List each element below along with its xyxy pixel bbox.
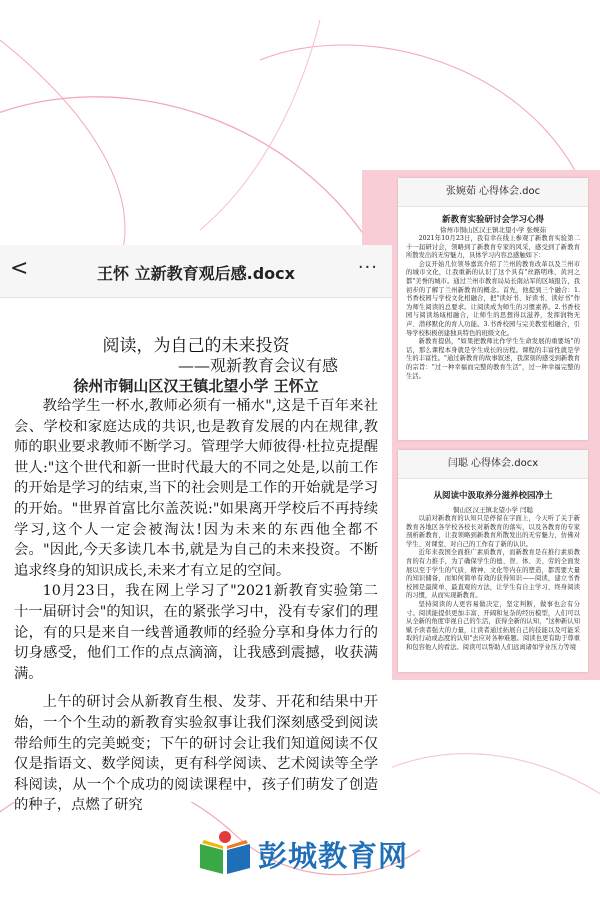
doc-paragraph: 10月23日，我在网上学习了"2021新教育实验第二十一届研讨会"的知识，在的紧张学习中，没有专家们的理论，有的只是来自一线普通教师的经验分享和身体力行的切身感受，他们工作的点点滴滴，让我感到震撼，收获满满。 <box>14 583 378 682</box>
side-document-top-paragraph: 2021年10月23日，我有幸在线上参观了新教育实验第二十一届研讨会，领略到了新教育专家的风采，感受到了新教育所散发出的无穷魅力，具体学习内容总感触如下： <box>406 235 580 260</box>
side-document-bottom[interactable] <box>398 450 588 672</box>
side-document-bottom-paragraph: 坚持阅读的人更容易做决定，坚定判断，做事也会有分寸。阅读能提供更加丰富、开阔和复杂的经历模型，人们可以从全新的角度审视自己的生活，获得全新的认知，"这种新认知赋予读者强大的力量，让读者通过拓展自己的技能以及可能采取的行动或态度的认知"去应对各种难题。阅读也更有助于尊重和包容他人的看法。阅读可以帮助人们远离诸如学业压力等境 <box>406 600 580 651</box>
book-emblem-icon <box>196 830 254 876</box>
main-document[interactable] <box>0 245 392 814</box>
main-document-header <box>0 245 392 298</box>
brand-name: 彭城教育网 <box>258 839 409 873</box>
side-document-bottom-paragraph: 以前对新教育的认知只是停留在字面上，今天听了关于新教育各地区各学校各校长对新教育的落实，以及各教育的专家剖析新教育，让我领略到新教育所散发出的无穷魅力，仿佛对学生、对课堂、对自己的工作有了新的认识。 <box>406 515 580 548</box>
side-document-top-title: 张婉茹 心得体会.doc <box>398 178 588 207</box>
back-arrow-icon[interactable]: < <box>10 256 29 281</box>
side-document-bottom-paragraph: 近年来我国全面推广素质教育，而新教育是在推行素质教育的有力推手，为了确保学生的德、智、体、美、劳的全面发展以至于学生的气质、精神、文化等内在的塑造，都需要大量的知识储备，而如何简单有效的获得知识——阅读，建立书香校园是最简单、最直观的方法，让学生有自主学习、终身阅读的习惯，从而实现新教育。 <box>406 549 580 600</box>
site-logo[interactable] <box>196 830 426 876</box>
main-document-body <box>0 336 392 816</box>
side-document-bottom-heading: 从阅读中汲取养分滋养校园净土 <box>433 491 553 501</box>
side-document-top-paragraph: 会议开始几位领导嘉宾介绍了兰州的教育改革以及兰州市的城市文化，让我重新的认识了这个具有"丝路明珠、黄河之都"美誉的城市。通过兰州市教育局局长南站军的区域报告，我初步的了解了兰州新教育的概念。首先，他提到三个融合：1.书香校园与学校文化相融合，把"读好书、好读书、读好书"作为师生阅读的总要求。让阅读成为师生的习惯素养。2.书香校园与阅读场域相融合，让师生的思想得以滋养，发挥润物无声、潜移默化的育人功能。3.书香校园与完美教室相融合，引导学校积极创建独具特色的班级文化。 <box>406 260 580 337</box>
doc-paragraph: 上午的研讨会从新教育生根、发芽、开花和结果中开始，一个个生动的新教育实验叙事让我们深刻感受到阅读带给师生的完美蜕变；下午的研讨会让我们知道阅读不仅仅是指语文、数学阅读，更有科学阅读、艺术阅读等全学科阅读，从一个个成功的阅读课程中，孩子们萌发了创造的种子，点燃了研究 <box>14 694 378 814</box>
side-document-top-author: 徐州市铜山区汉王镇北望小学 张婉茹 <box>439 226 547 234</box>
main-document-title: 王怀 立新教育观后感.docx <box>97 264 295 283</box>
doc-subtitle: ——观新教育会议有感 <box>177 356 338 375</box>
doc-title: 阅读，为自己的未来投资 <box>102 336 290 356</box>
side-document-bottom-title: 闫聪 心得体会.docx <box>398 450 588 479</box>
side-document-top[interactable] <box>398 178 588 440</box>
doc-author: 徐州市铜山区汉王镇北望小学 王怀立 <box>73 377 319 395</box>
side-document-top-paragraph: 新教育提倡，"如果把教师比作学生生命发展的重要场"的话，那么课程本身就是学生成长的历程。课程的丰富性就是学生的丰富性。"通过新教育的故事叙述，我深刻的感受到新教育的宗旨："过一种幸福而完整的教育生活"，过一种幸福完整的生活。 <box>406 338 580 380</box>
side-document-top-heading: 新教育实验研讨会学习心得 <box>441 215 544 225</box>
side-document-bottom-author: 铜山区汉王镇北望小学 闫聪 <box>452 506 534 514</box>
more-options-icon[interactable]: ··· <box>357 257 378 278</box>
doc-paragraph: 教给学生一杯水,教师必须有一桶水",这是千百年来社会、学校和家庭达成的共识,也是教育发展的内在规律,教师的职业要求教师不断学习。管理学大师彼得·杜拉克提醒世人:"这个世代和新一世时代最大的不同之处是,以前工作的开始是学习的结束,当下的社会则是工作的开始就是学习的开始。"世界首富比尔盖茨说:"如果离开学校后不再持续学习,这个人一定会被淘汰!因为未来的东西他全都不会。"因此,今天多读几本书,就是为自己的未来投资。不断追求终身的知识成长,未来才有立足的空间。 <box>14 398 378 579</box>
